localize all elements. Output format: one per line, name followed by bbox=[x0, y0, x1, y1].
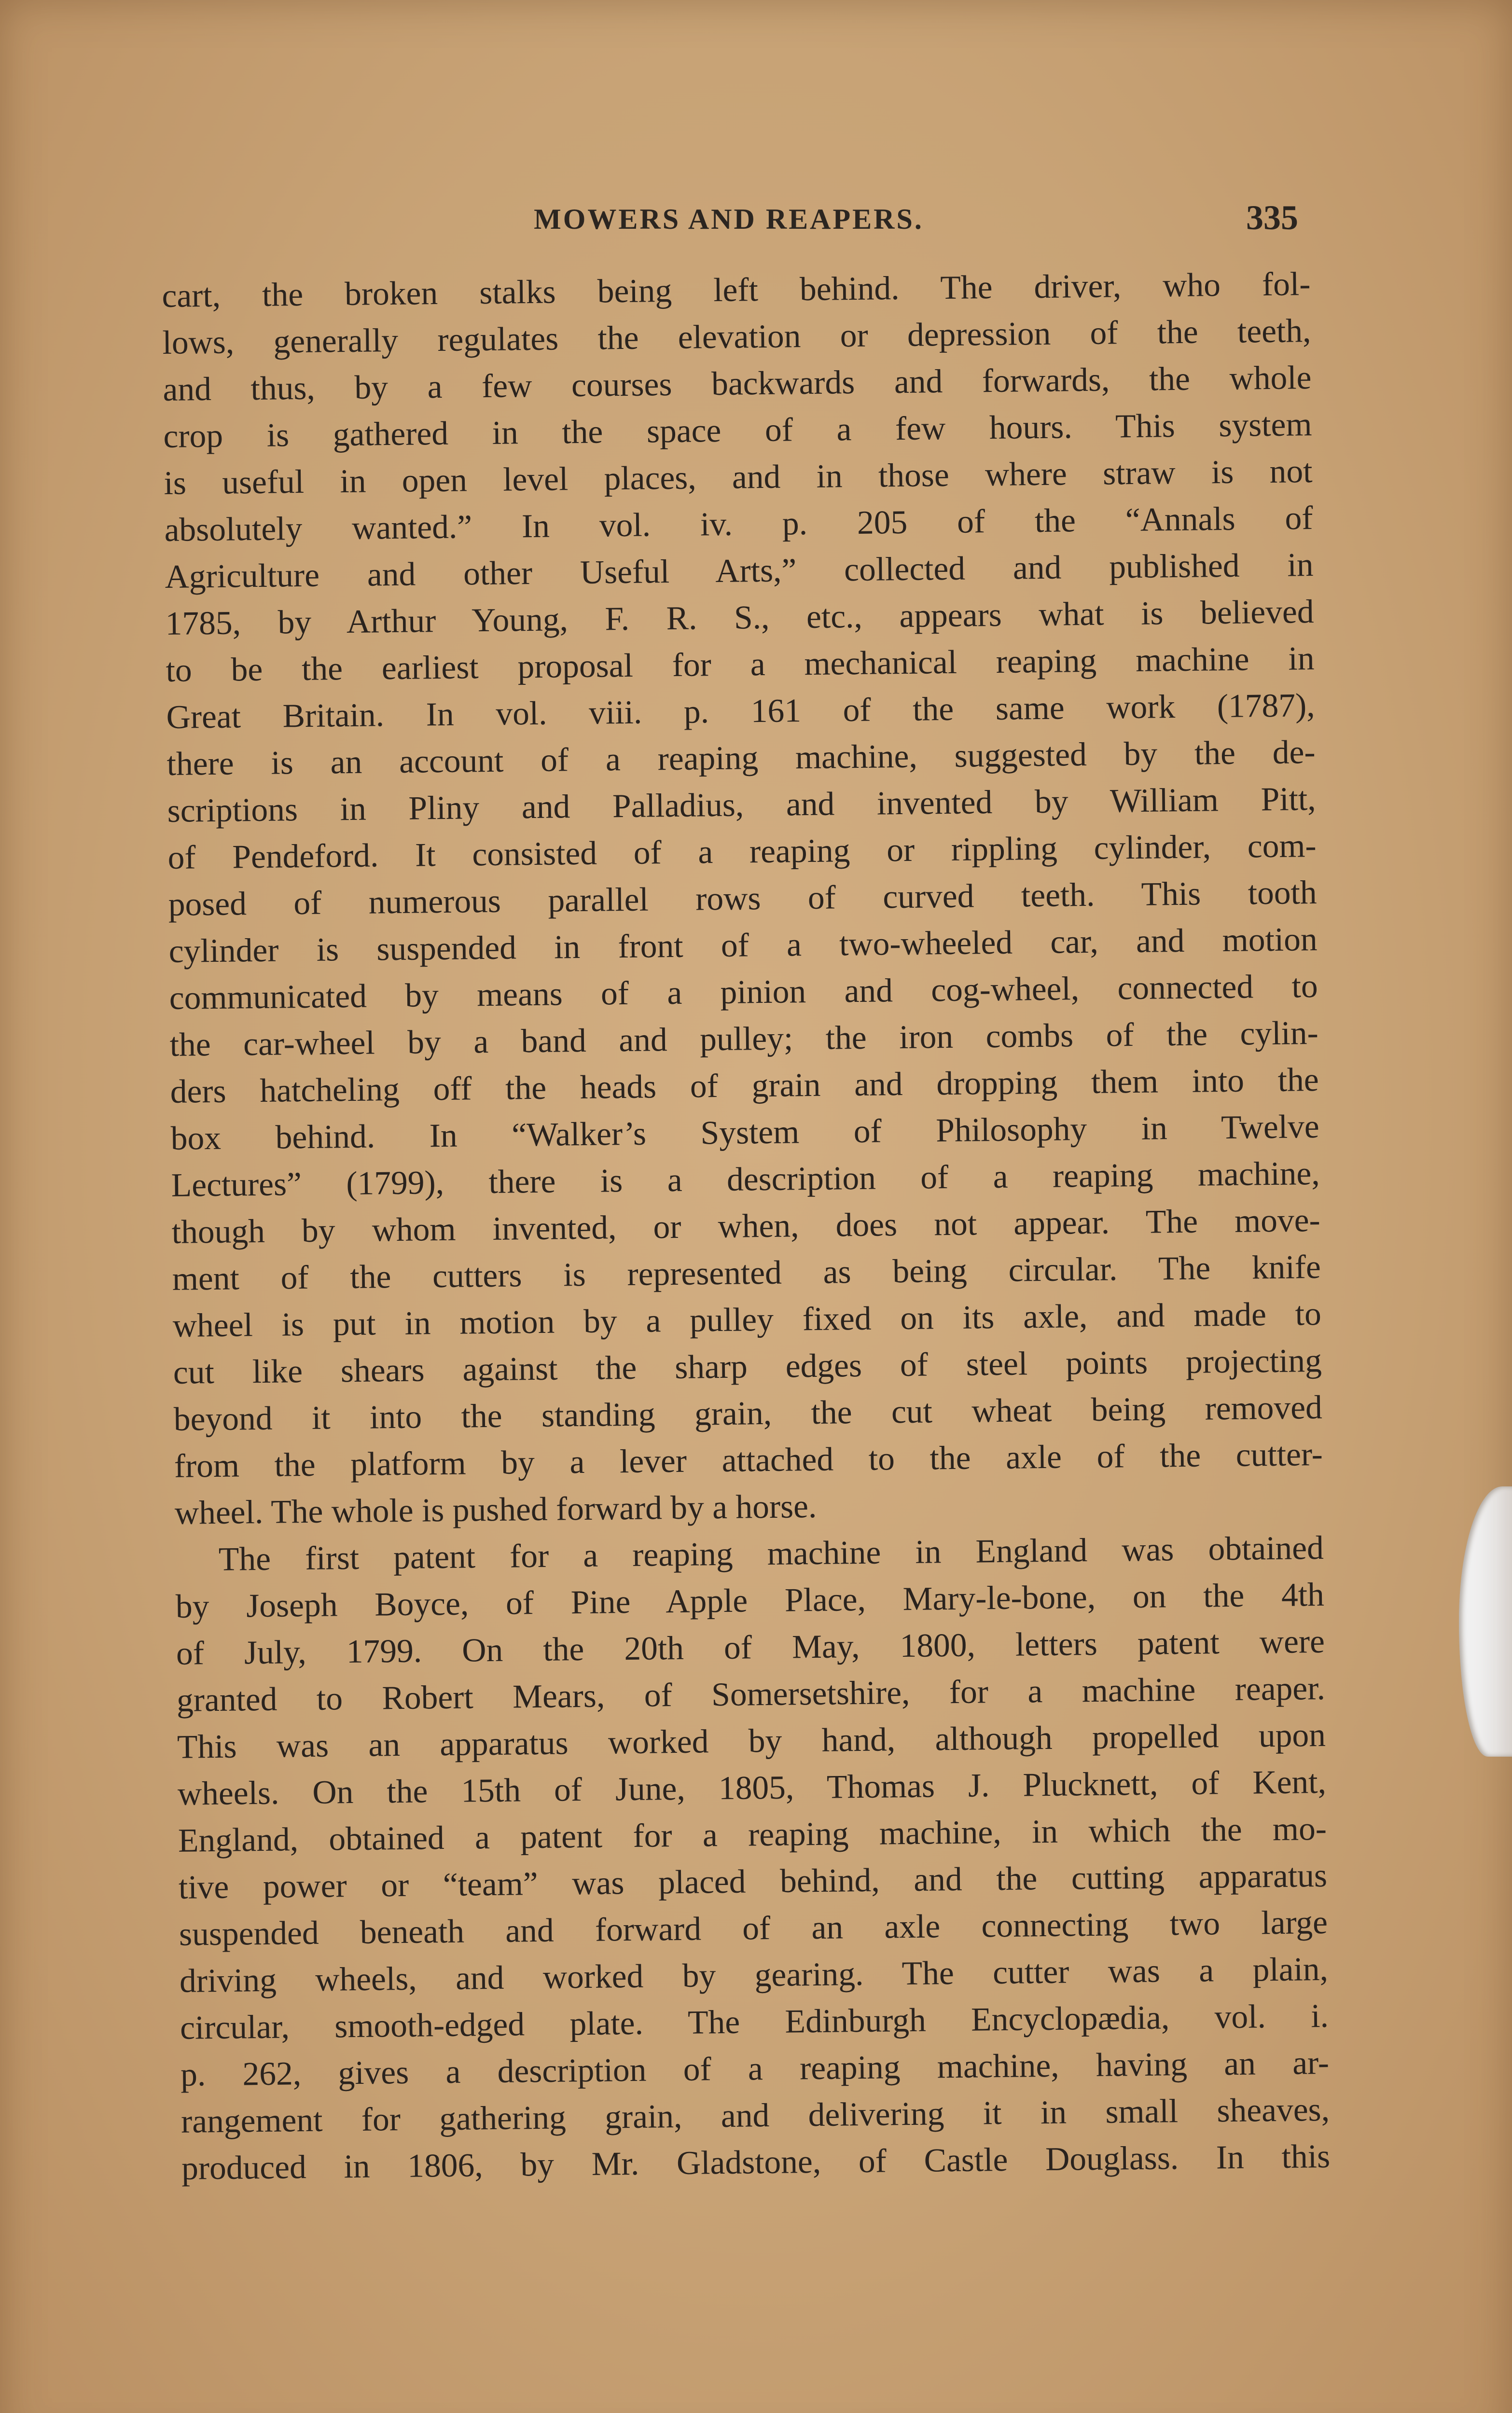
page-number: 335 bbox=[1246, 198, 1298, 237]
text-line: Great Britain. In vol. viii. p. 161 of the same work (1787), bbox=[166, 687, 1315, 736]
text-line: communicated by means of a pinion and cog-wheel, connected to bbox=[169, 967, 1318, 1017]
text-line: to be the earliest proposal for a mechanical reaping machine in bbox=[166, 640, 1315, 689]
text-line: the car-wheel by a band and pulley; the iron combs of the cylin- bbox=[169, 1014, 1319, 1064]
text-line: there is an account of a reaping machine, suggested by the de- bbox=[166, 734, 1316, 783]
text-line: granted to Robert Mears, of Somersetshire, for a machine reaper. bbox=[176, 1669, 1326, 1719]
text-line: of Pendeford. It consisted of a reaping or rippling cylinder, com- bbox=[167, 827, 1317, 876]
text-line: wheels. On the 15th of June, 1805, Thomas J. Plucknett, of Kent, bbox=[177, 1763, 1327, 1813]
text-line: scriptions in Pliny and Palladius, and invented by William Pitt, bbox=[167, 780, 1316, 830]
text-line: wheel. The whole is pushed forward by a horse. bbox=[174, 1487, 817, 1532]
text-line: rangement for gathering grain, and delivering it in small sheaves, bbox=[180, 2091, 1330, 2140]
text-line: of July, 1799. On the 20th of May, 1800, letters patent were bbox=[176, 1623, 1325, 1672]
running-title: MOWERS AND REAPERS. bbox=[534, 203, 924, 235]
torn-edge bbox=[1459, 1486, 1512, 1757]
text-line: This was an apparatus worked by hand, although propelled upon bbox=[177, 1716, 1326, 1766]
text-line: driving wheels, and worked by gearing. The cutter was a plain, bbox=[179, 1950, 1329, 2000]
text-line: produced in 1806, by Mr. Gladstone, of Castle Douglass. In this bbox=[181, 2137, 1331, 2187]
text-line: from the platform by a lever attached to the axle of the cutter- bbox=[174, 1435, 1323, 1485]
text-line: wheel is put in motion by a pulley fixed on its axle, and made to bbox=[172, 1295, 1322, 1345]
text-line: circular, smooth-edged plate. The Edinburgh Encyclopædia, vol. i. bbox=[180, 1997, 1329, 2047]
paragraph-1 bbox=[162, 261, 1323, 1537]
text-line: 1785, by Arthur Young, F. R. S., etc., appears what is believed bbox=[165, 593, 1314, 642]
text-line: tive power or “team” was placed behind, and the cutting apparatus bbox=[178, 1857, 1328, 1906]
text-line: and thus, by a few courses backwards and forwards, the whole bbox=[163, 359, 1312, 408]
text-line: beyond it into the standing grain, the cut wheat being removed bbox=[173, 1388, 1323, 1438]
text-line: box behind. In “Walker’s System of Philosophy in Twelve bbox=[170, 1108, 1320, 1157]
body-text bbox=[162, 261, 1331, 2192]
text-line: is useful in open level places, and in those where straw is not bbox=[164, 453, 1313, 502]
text-line: p. 262, gives a description of a reaping machine, having an ar- bbox=[180, 2044, 1330, 2094]
text-line: cylinder is suspended in front of a two-wheeled car, and motion bbox=[168, 921, 1318, 970]
text-line: posed of numerous parallel rows of curved teeth. This tooth bbox=[168, 874, 1317, 923]
text-line: suspended beneath and forward of an axle connecting two large bbox=[179, 1903, 1328, 1953]
text-line: ders hatcheling off the heads of grain and dropping them into the bbox=[170, 1061, 1319, 1110]
text-line: cut like shears against the sharp edges of steel points projecting bbox=[173, 1342, 1322, 1391]
page-header bbox=[159, 198, 1298, 246]
text-line: Lectures” (1799), there is a description of a reaping machine, bbox=[171, 1154, 1320, 1204]
text-line: ment of the cutters is represented as being circular. The knife bbox=[172, 1248, 1321, 1298]
text-line: lows, generally regulates the elevation or depression of the teeth, bbox=[162, 312, 1311, 361]
paragraph-2 bbox=[175, 1525, 1330, 2192]
text-line: absolutely wanted.” In vol. iv. p. 205 of the “Annals of bbox=[164, 499, 1313, 549]
text-line: The first patent for a reaping machine in England was obtained bbox=[218, 1529, 1324, 1578]
text-line: England, obtained a patent for a reaping machine, in which the mo- bbox=[178, 1810, 1327, 1859]
text-line: though by whom invented, or when, does not appear. The move- bbox=[171, 1201, 1321, 1251]
text-line: by Joseph Boyce, of Pine Apple Place, Mary-le-bone, on the 4th bbox=[175, 1576, 1325, 1625]
text-line: crop is gathered in the space of a few hours. This system bbox=[163, 406, 1312, 455]
text-line: cart, the broken stalks being left behind. The driver, who fol- bbox=[162, 265, 1311, 315]
text-line: Agriculture and other Useful Arts,” collected and published in bbox=[165, 546, 1314, 596]
